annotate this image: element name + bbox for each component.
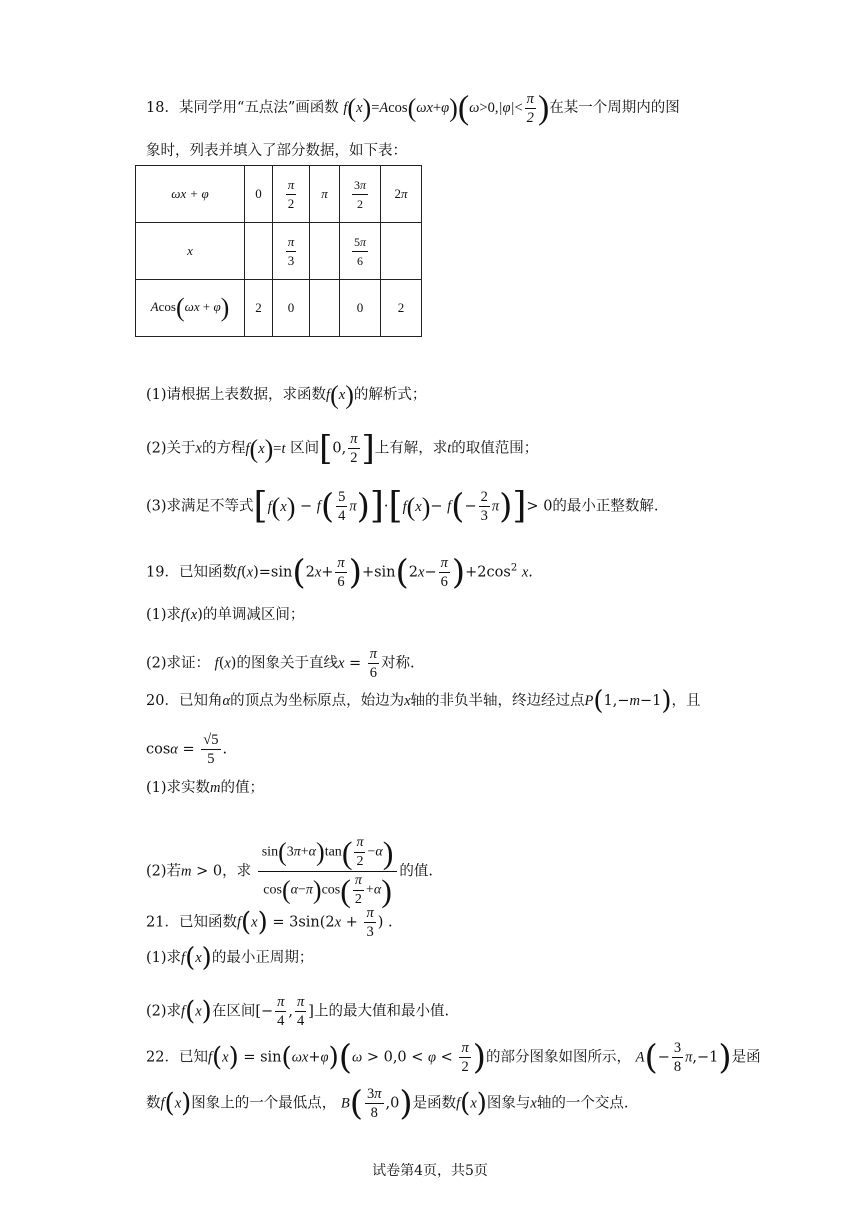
table-cell: $\frac{5\pi}{6}$ — [340, 223, 381, 280]
q18-sub2: (2)关于x的方程f(x)=t 区间[0, $\frac{\pi}{2}$ ]上有解，求t的取值范围； — [146, 428, 539, 469]
table-cell: 0 — [273, 280, 310, 337]
q18-text-b: 在某一个周期内的图 — [549, 99, 680, 116]
q20-sub2: (2)若m > 0，求 sin(3π+α)tan( $\frac{\pi}{2}$ −α) cos(α−π)cos( $\frac{\pi}{2}$ +α) 的值. — [146, 834, 434, 909]
table-cell: 2π — [381, 166, 422, 223]
q18-sub1: (1)请根据上表数据，求函数f(x)的解析式； — [146, 380, 427, 410]
q20-sub1: (1)求实数m的值； — [146, 780, 265, 796]
q18-line1 — [146, 90, 680, 127]
data-table — [135, 165, 422, 337]
q19-line1: 19．已知函数f(x)=sin(2x+ $\frac{\pi}{6}$ )+sin(2x− $\frac{\pi}{6}$ )$+2\cos^2$ x. — [146, 552, 533, 593]
table-header-value: Acos(ωx + φ) — [136, 280, 245, 337]
q21-line1: 21．已知函数f(x) = 3sin(2x + $\frac{\pi}{3}$ ) . — [146, 905, 393, 940]
q20-line1: 20．已知角α的顶点为坐标原点，始边为x轴的非负半轴，终边经过点P(1,−m−1)，且 — [146, 686, 701, 716]
q18-sub3: (3)求满足不等式[f(x) − f( $\frac{5}{4}$ π)]·[f(x)− f(− $\frac{2}{3}$ π)]> 0的最小正整数解. — [146, 485, 659, 527]
table-header-phase: ωx + φ — [136, 166, 245, 223]
q18-formula: f(x)=Acos(ωx+φ)(ω>0,|φ|< $\frac{\pi}{2}$ ) — [343, 89, 550, 127]
table-cell: 0 — [245, 166, 273, 223]
table-cell — [310, 223, 340, 280]
q21-sub1: (1)求f(x)的最小正周期； — [146, 943, 314, 973]
table-cell — [310, 280, 340, 337]
table-cell: 2 — [381, 280, 422, 337]
q18-line2: 象时，列表并填入了部分数据，如下表： — [146, 143, 407, 159]
table-header-x: x — [136, 223, 245, 280]
table-cell — [245, 223, 273, 280]
q19-sub1: (1)求f(x)的单调减区间； — [146, 607, 305, 623]
table-cell: 2 — [245, 280, 273, 337]
table-cell: π — [310, 166, 340, 223]
page-footer: 试卷第4页，共5页 — [372, 1163, 488, 1179]
q18-number: 18． — [146, 99, 179, 116]
table-cell: $\frac{3\pi}{2}$ — [340, 166, 381, 223]
table-cell: 0 — [340, 280, 381, 337]
table-cell — [381, 223, 422, 280]
q22-line2: 数f(x)图象上的一个最低点， B( $\frac{3\pi}{8}$ ,0)是函数f(x)图象与x轴的一个交点. — [146, 1083, 629, 1124]
q22-line1: 22．已知f(x) = sin(ωx+φ)(ω > 0,0 < φ < $\frac{\pi}{2}$ )的部分图象如图所示， A(− $\frac{3}{8}$ π,−1)是函 — [146, 1037, 761, 1078]
table-cell: $\frac{\pi}{3}$ — [273, 223, 310, 280]
q19-sub2: (2)求证： f(x)的图象关于直线x = $\frac{\pi}{6}$ 对称. — [146, 646, 415, 681]
q20-line2: cosα = $\frac{√5}{5}$ . — [146, 732, 228, 767]
q18-text: 某同学用“五点法”画函数 — [178, 99, 339, 116]
q21-sub2: (2)求f(x)在区间[− $\frac{\pi}{4}$ , $\frac{\pi}{4}$ ]上的最大值和最小值. — [146, 994, 450, 1029]
table-cell: $\frac{\pi}{2}$ — [273, 166, 310, 223]
